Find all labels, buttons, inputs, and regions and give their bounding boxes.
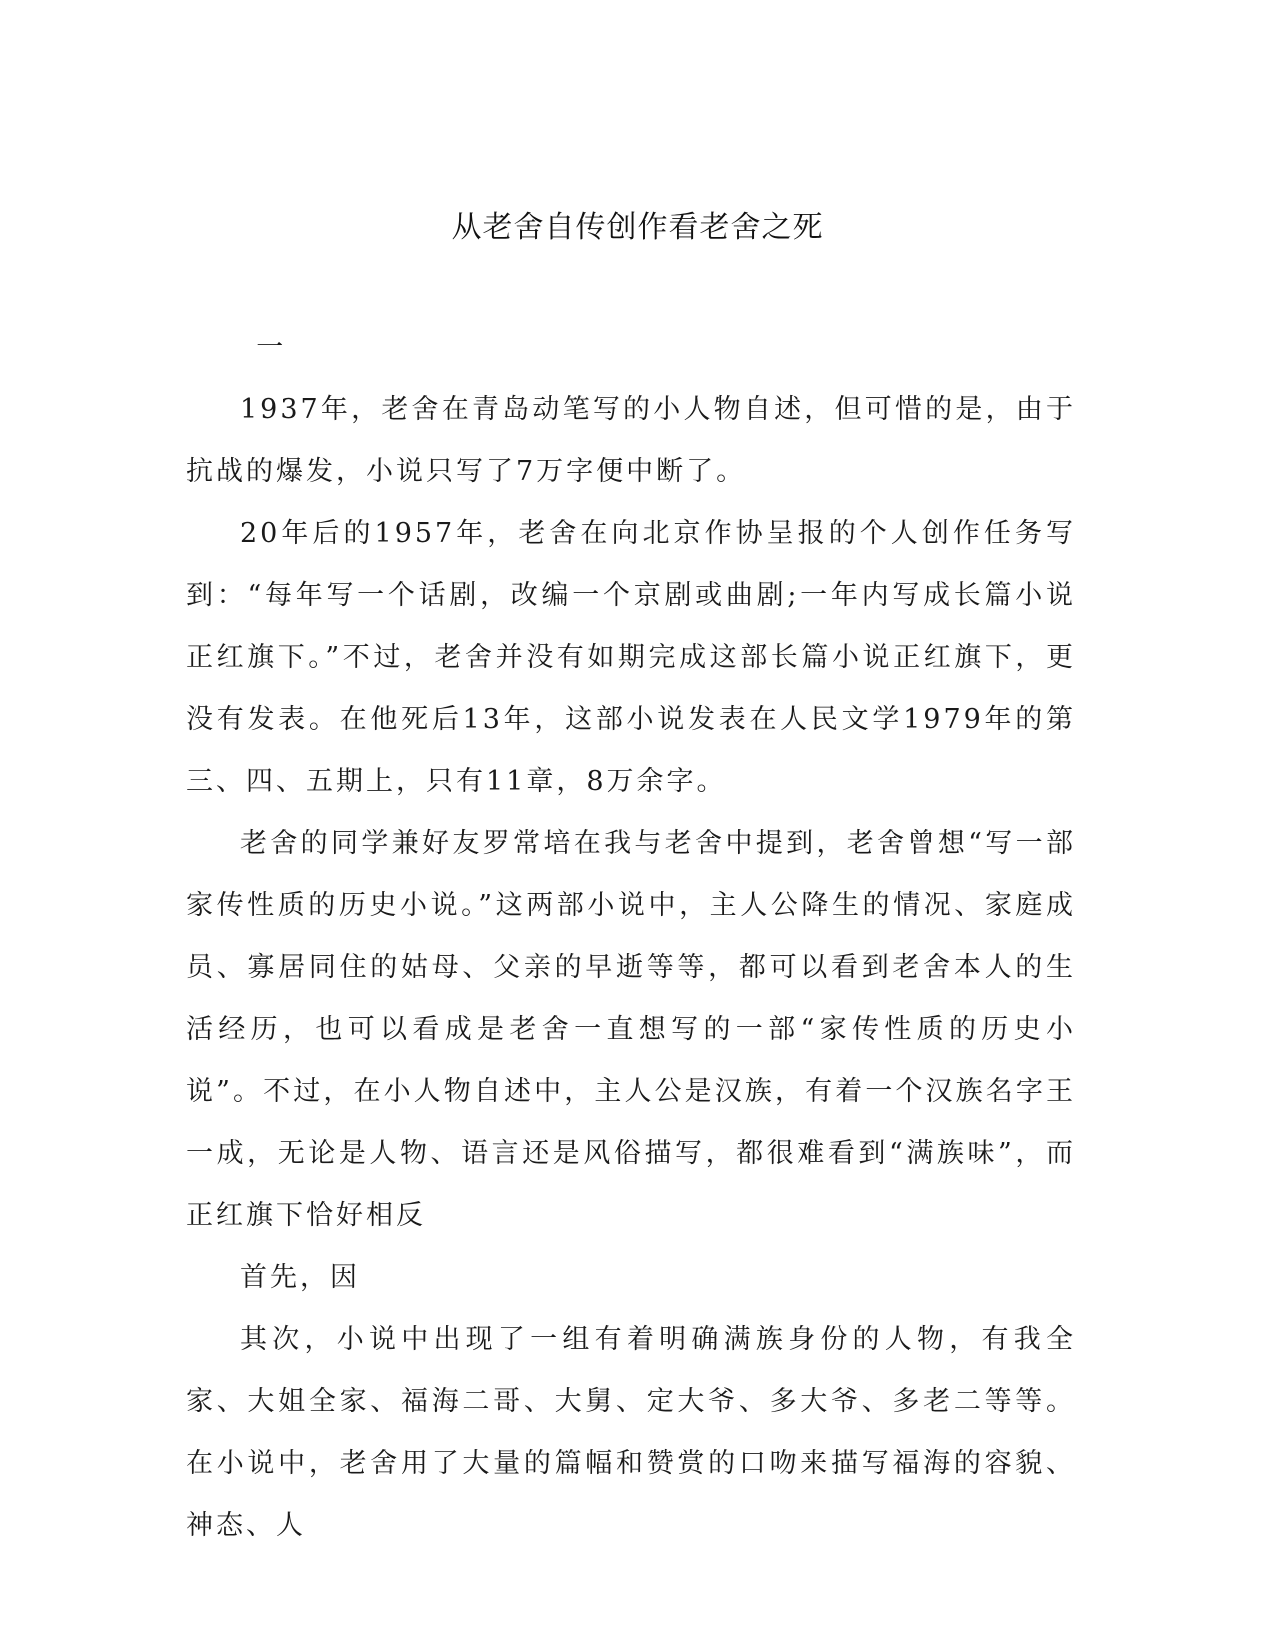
document-body [186,317,1076,1557]
paragraph-3: 老舍的同学兼好友罗常培在我与老舍中提到，老舍曾想“写一部家传性质的历史小说。”这两部小说中，主人公降生的情况、家庭成员、寡居同住的姑母、父亲的早逝等等，都可以看到老舍本人的生活经历，也可以看成是老舍一直想写的一部“家传性质的历史小说”。不过，在小人物自述中，主人公是汉族，有着一个汉族名字王一成，无论是人物、语言还是风俗描写，都很难看到“满族味”，而正红旗下恰好相反 [186,828,1076,1231]
paragraph-4: 首先，因 [240,1262,360,1293]
paragraph-2: 20年后的1957年，老舍在向北京作协呈报的个人创作任务写到：“每年写一个话剧，改编一个京剧或曲剧;一年内写成长篇小说正红旗下。”不过，老舍并没有如期完成这部长篇小说正红旗下，更没有发表。在他死后13年，这部小说发表在人民文学1979年的第三、四、五期上，只有11章，8万余字。 [186,518,1076,797]
paragraph-1: 1937年，老舍在青岛动笔写的小人物自述，但可惜的是，由于抗战的爆发，小说只写了7万字便中断了。 [186,394,1076,487]
paragraph-5: 其次，小说中出现了一组有着明确满族身份的人物，有我全家、大姐全家、福海二哥、大舅、定大爷、多大爷、多老二等等。在小说中，老舍用了大量的篇幅和赞赏的口吻来描写福海的容貌、神态、人 [186,1324,1076,1541]
section-number: 一 [256,332,284,363]
document-title: 从老舍自传创作看老舍之死 [451,210,824,245]
